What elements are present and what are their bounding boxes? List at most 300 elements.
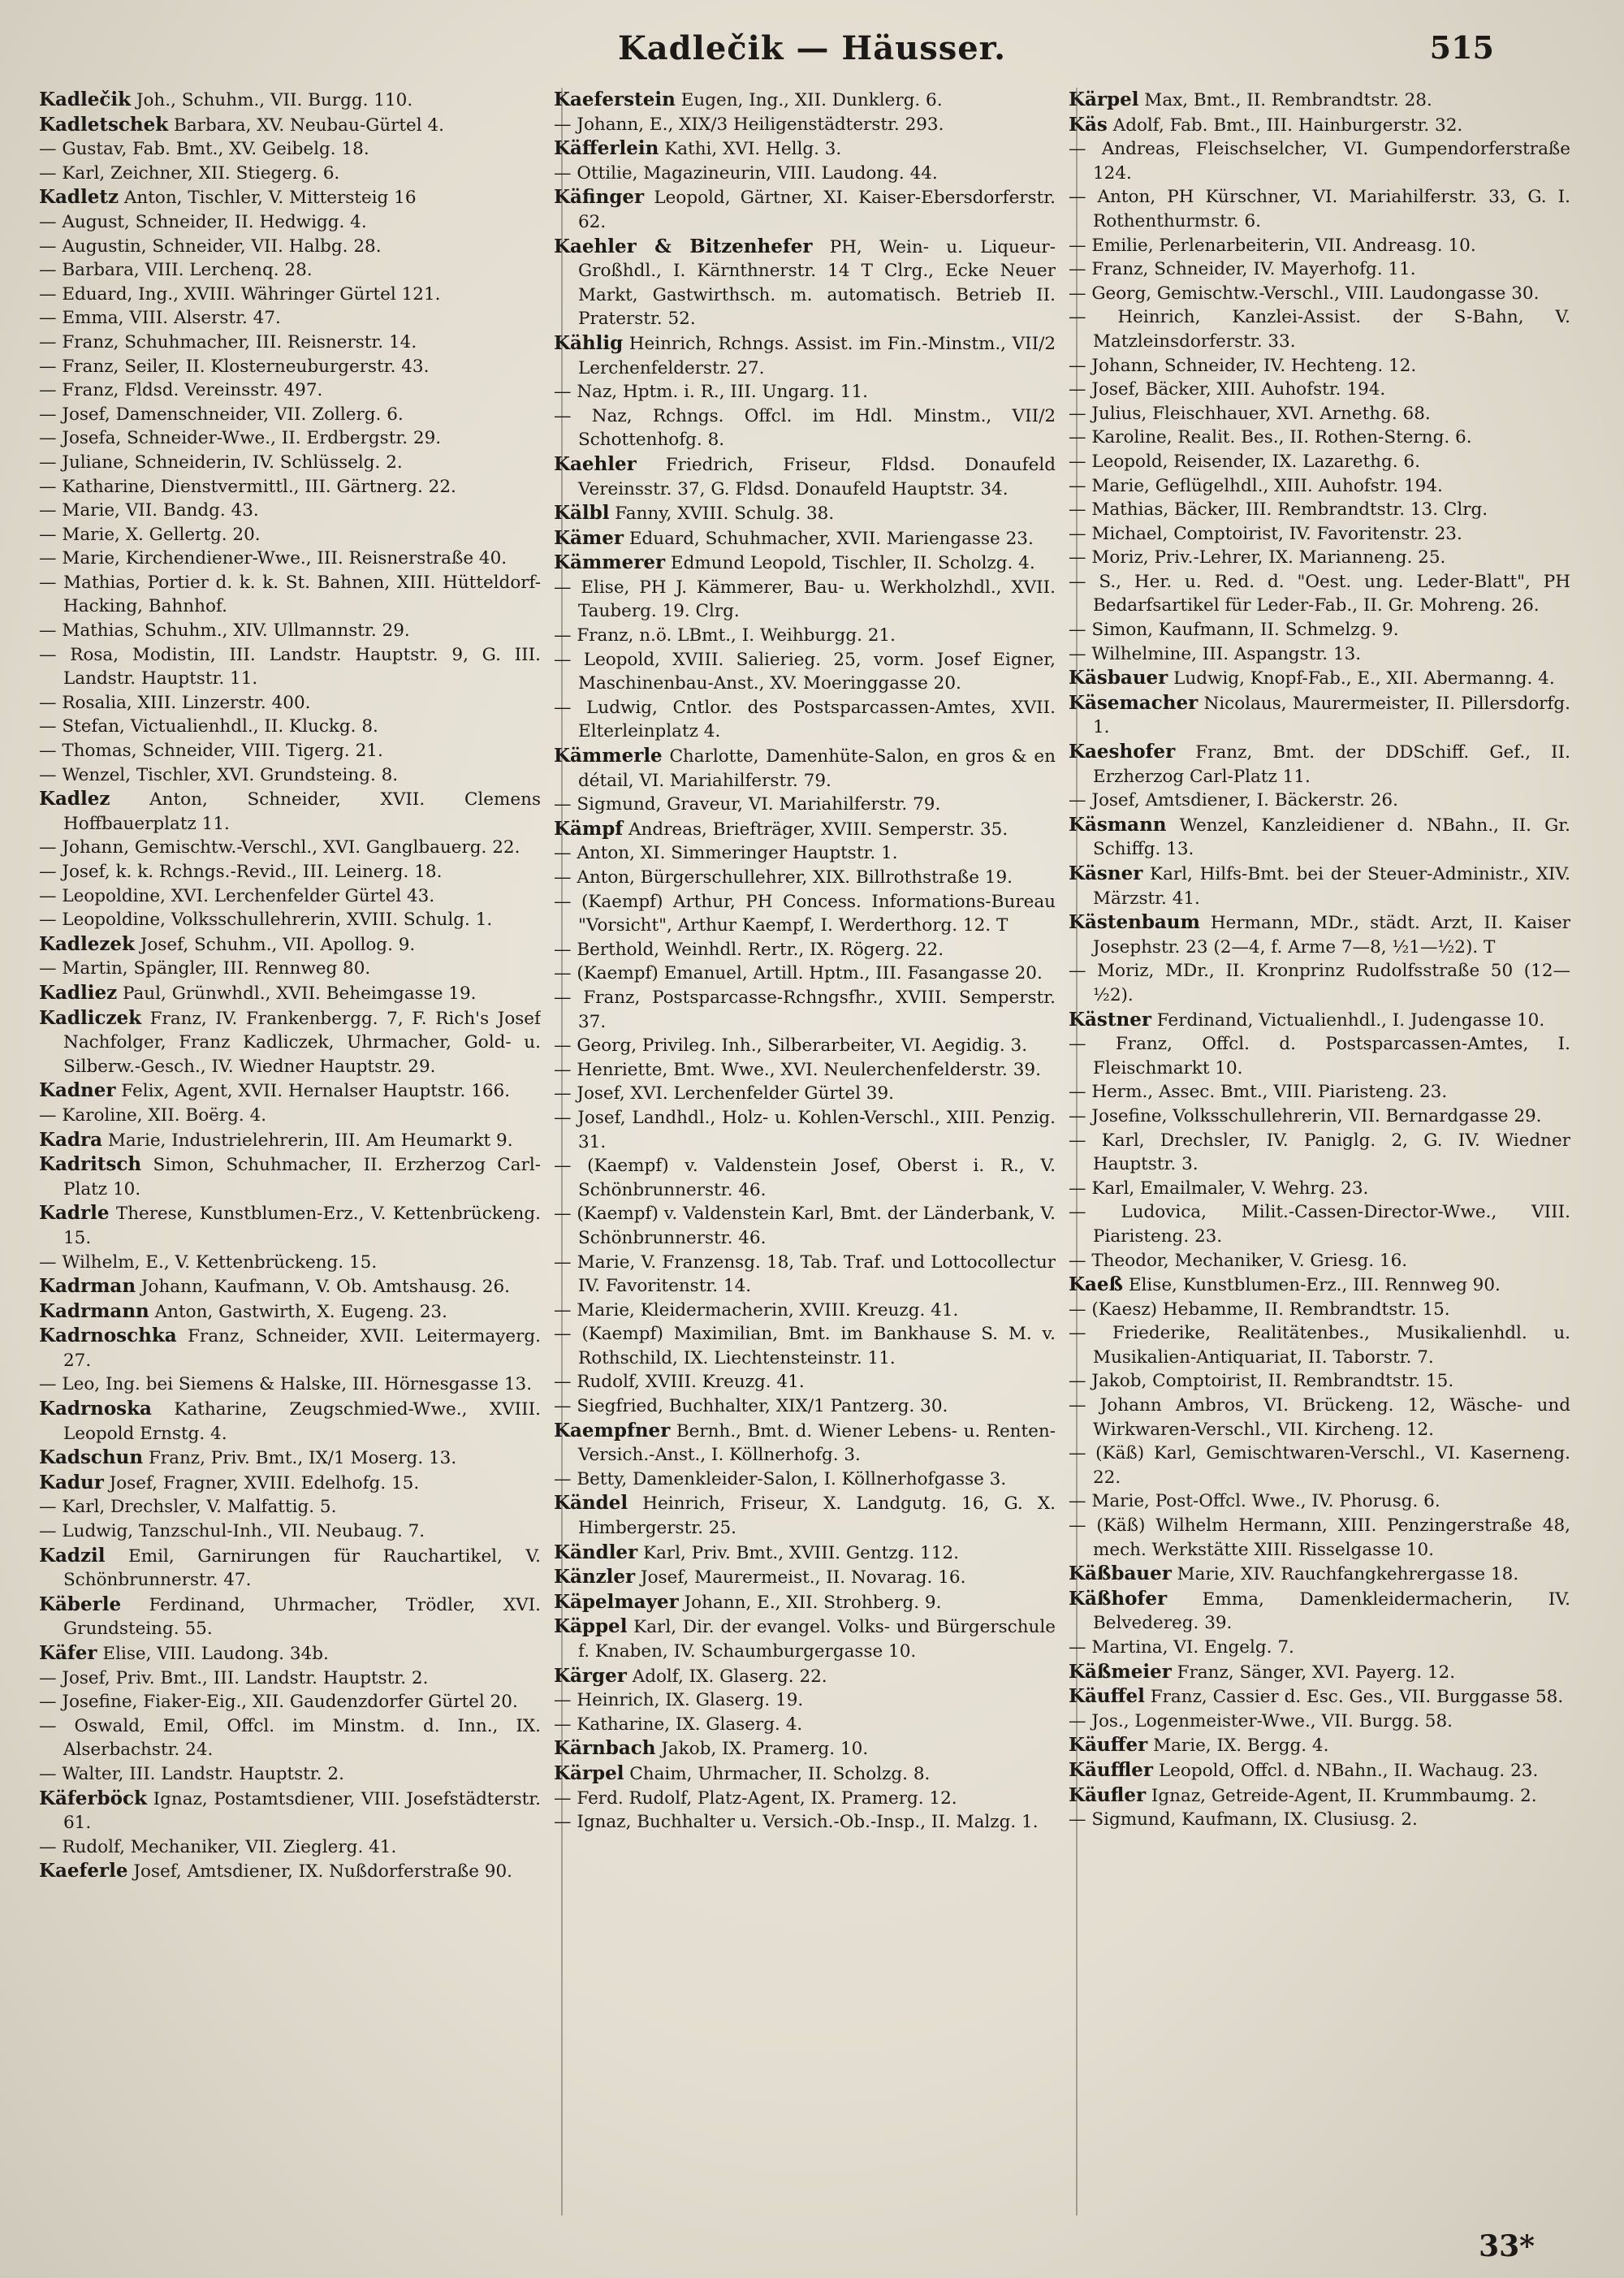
directory-entry <box>554 1565 1056 1590</box>
entry-surname: Kändel <box>554 1492 628 1515</box>
directory-entry <box>1069 1783 1570 1809</box>
directory-entry <box>39 210 541 235</box>
directory-entry <box>1069 498 1570 522</box>
directory-entry <box>1069 666 1570 691</box>
entry-details: — Josef, Landhdl., Holz- u. Kohlen-Verschl., XIII. Penzig. 31. <box>554 1107 1056 1152</box>
entry-surname: Kästner <box>1069 1008 1151 1031</box>
entry-details: Wenzel, Kanzleidiener d. NBahn., II. Gr. Schiffg. 13. <box>1093 815 1570 860</box>
entry-details: Ignaz, Postamtsdiener, VIII. Josefstädterstr. 61. <box>63 1788 541 1834</box>
directory-entry <box>554 88 1056 113</box>
directory-entry <box>554 113 1056 137</box>
entry-details: — Leo, Ing. bei Siemens & Halske, III. Hörnesgasse 13. <box>39 1374 533 1395</box>
directory-entry <box>39 932 541 957</box>
directory-entry <box>554 1419 1056 1468</box>
directory-entry <box>1069 1489 1570 1514</box>
directory-entry <box>39 1446 541 1471</box>
directory-entry <box>39 739 541 763</box>
entry-details: — Wilhelmine, III. Aspangstr. 13. <box>1069 643 1362 664</box>
entry-surname: Kadletz <box>39 186 119 209</box>
directory-entry <box>554 1082 1056 1106</box>
entry-details: — Jos., Logenmeister-Wwe., VII. Burgg. 58. <box>1069 1710 1453 1731</box>
directory-entry <box>39 908 541 932</box>
directory-entry <box>554 1761 1056 1787</box>
entry-details: — Heinrich, IX. Glaserg. 19. <box>554 1690 804 1711</box>
entry-surname: Kadritsch <box>39 1153 142 1176</box>
entry-details: Friedrich, Friseur, Fldsd. Donaufeld Vereinsstr. 37, G. Fldsd. Donaufeld Hauptstr. 34. <box>578 454 1056 499</box>
entry-details: — Franz, Schneider, IV. Mayerhofg. 11. <box>1069 259 1416 280</box>
column-2 <box>554 88 1056 2215</box>
directory-entry <box>39 451 541 475</box>
entry-surname: Käuffel <box>1069 1685 1145 1708</box>
entry-details: — (Kaempf) Arthur, PH Concess. Informations-Bureau "Vorsicht", Arthur Kaempf, I. Werderthorg. 12. T <box>554 891 1056 936</box>
entry-surname: Kämmerle <box>554 745 663 767</box>
entry-details: — Josefine, Volksschullehrerin, VII. Bernardgasse 29. <box>1069 1105 1542 1126</box>
directory-entry <box>1069 1733 1570 1758</box>
directory-entry <box>39 860 541 884</box>
entry-details: — Mathias, Portier d. k. k. St. Bahnen, XIII. Hütteldorf-Hacking, Bahnhof. <box>39 572 541 617</box>
entry-details: — Thomas, Schneider, VIII. Tigerg. 21. <box>39 741 383 762</box>
entry-surname: Käsner <box>1069 862 1143 884</box>
directory-entry <box>554 1322 1056 1370</box>
directory-entry <box>1069 113 1570 138</box>
directory-entry <box>1069 88 1570 113</box>
entry-details: — Rosa, Modistin, III. Landstr. Hauptstr. 9, G. III. Landstr. Hauptstr. 11. <box>39 644 541 689</box>
entry-details: Josef, Maurermeist., II. Novarag. 16. <box>635 1567 966 1589</box>
directory-entry <box>554 1614 1056 1663</box>
entry-details: — Karl, Drechsler, IV. Paniglg. 2, G. IV. Wiedner Hauptstr. 3. <box>1069 1130 1570 1175</box>
entry-details: — Barbara, VIII. Lerchenq. 28. <box>39 260 313 281</box>
entry-details: — Karl, Emailmaler, V. Wehrg. 23. <box>1069 1178 1369 1199</box>
entry-details: — Berthold, Weinhdl. Rertr., IX. Rögerg. 22. <box>554 939 944 960</box>
entry-surname: Kästenbaum <box>1069 911 1200 934</box>
entry-surname: Kadletschek <box>39 113 169 136</box>
directory-entry <box>554 162 1056 186</box>
entry-details: Josef, Amtsdiener, IX. Nußdorferstraße 90. <box>127 1861 512 1882</box>
entry-surname: Kaehler & Bitzenhefer <box>554 235 813 257</box>
entry-details: Andreas, Briefträger, XVIII. Semperstr. 35. <box>623 819 1009 840</box>
directory-entry <box>554 1468 1056 1492</box>
entry-surname: Kadrnoschka <box>39 1325 177 1347</box>
directory-entry <box>1069 1177 1570 1201</box>
entry-surname: Kärnbach <box>554 1737 656 1760</box>
entry-details: — Franz, Seiler, II. Klosterneuburgerstr. 43. <box>39 356 430 377</box>
entry-details: Karl, Priv. Bmt., XVIII. Gentzg. 112. <box>637 1542 959 1563</box>
directory-entry <box>39 1104 541 1128</box>
entry-details: Emil, Garnirungen für Rauchartikel, V. Schönbrunnerstr. 47. <box>63 1545 541 1591</box>
directory-entry <box>554 1034 1056 1058</box>
directory-entry <box>1069 426 1570 450</box>
entry-details: — Marie, VII. Bandg. 43. <box>39 500 259 521</box>
entry-details: Leopold, Offcl. d. NBahn., II. Wachaug. 23. <box>1153 1760 1539 1781</box>
directory-entry <box>1069 1808 1570 1832</box>
entry-surname: Käufler <box>1069 1783 1147 1806</box>
directory-entry <box>39 547 541 571</box>
directory-entry <box>1069 1298 1570 1322</box>
directory-entry <box>1069 1321 1570 1369</box>
entry-details: — Ferd. Rudolf, Platz-Agent, IX. Pramerg. 12. <box>554 1787 957 1809</box>
directory-entry <box>1069 910 1570 959</box>
entry-details: Ludwig, Knopf-Fab., E., XII. Abermanng. 4. <box>1168 668 1555 689</box>
entry-details: Joh., Schuhm., VII. Burgg. 110. <box>131 90 413 110</box>
entry-details: — Wilhelm, E., V. Kettenbrückeng. 15. <box>39 1251 378 1273</box>
entry-details: Anton, Tischler, V. Mittersteig 16 <box>119 188 417 209</box>
directory-entry <box>554 1202 1056 1250</box>
entry-details: Chaim, Uhrmacher, II. Scholzg. 8. <box>624 1763 931 1784</box>
directory-entry <box>554 1590 1056 1615</box>
entry-details: Katharine, Zeugschmied-Wwe., XVIII. Leopold Ernstg. 4. <box>63 1399 541 1444</box>
directory-entry <box>1069 1129 1570 1177</box>
directory-entry <box>554 841 1056 866</box>
entry-details: Edmund Leopold, Tischler, II. Scholzg. 4. <box>665 553 1035 574</box>
entry-details: — Betty, Damenkleider-Salon, I. Köllnerhofgasse 3. <box>554 1468 1007 1489</box>
directory-entry <box>1069 642 1570 667</box>
directory-entry <box>554 1106 1056 1154</box>
entry-details: — Johann Ambros, VI. Brückeng. 12, Wäsche- und Wirkwaren-Verschl., VII. Kircheng. 12. <box>1069 1395 1570 1440</box>
entry-details: — (Kaempf) v. Valdenstein Josef, Oberst i. R., V. Schönbrunnerstr. 46. <box>554 1156 1056 1200</box>
entry-details: — Marie, V. Franzensg. 18, Tab. Traf. und Lottocollectur IV. Favoritenstr. 14. <box>554 1251 1056 1297</box>
entry-surname: Kadner <box>39 1079 116 1102</box>
entry-surname: Käsemacher <box>1069 691 1199 714</box>
entry-details: — Theodor, Mechaniker, V. Griesg. 16. <box>1069 1250 1408 1271</box>
directory-entry <box>39 1495 541 1519</box>
directory-entry <box>39 1471 541 1496</box>
entry-details: Franz, IV. Frankenbergg. 7, F. Rich's Josef Nachfolger, Franz Kadliczek, Uhrmacher, Gold- u. Silberw.-Gesch., IV. Wiedner Hauptstr. 29. <box>63 1008 541 1077</box>
directory-entry <box>1069 1273 1570 1298</box>
entry-details: Kathi, XVI. Hellg. 3. <box>659 139 842 160</box>
entry-details: — Naz, Hptm. i. R., III. Ungarg. 11. <box>554 382 868 403</box>
directory-entry <box>1069 1032 1570 1080</box>
entry-details: — Elise, PH J. Kämmerer, Bau- u. Werkholzhdl., XVII. Tauberg. 19. Clrg. <box>554 577 1056 622</box>
directory-entry <box>1069 1660 1570 1685</box>
entry-details: — Josefa, Schneider-Wwe., II. Erdbergstr. 29. <box>39 428 442 449</box>
entry-details: Karl, Hilfs-Bmt. bei der Steuer-Administr., XIV. Märzstr. 41. <box>1093 864 1570 909</box>
directory-entry <box>554 1251 1056 1299</box>
entry-details: — Marie, Kleidermacherin, XVIII. Kreuzg. 41. <box>554 1299 959 1321</box>
entry-details: — Herm., Assec. Bmt., VIII. Piaristeng. 23. <box>1069 1082 1448 1103</box>
entry-details: Adolf, Fab. Bmt., III. Hainburgerstr. 32. <box>1107 115 1463 136</box>
entry-details: — Emilie, Perlenarbeiterin, VII. Andreasg. 10. <box>1069 235 1476 256</box>
directory-entry <box>39 113 541 138</box>
entry-surname: Kadlez <box>39 788 110 810</box>
entry-details: Franz, Schneider, XVII. Leitermayerg. 27. <box>63 1326 541 1371</box>
directory-entry <box>39 426 541 451</box>
directory-entry <box>554 696 1056 744</box>
entry-details: — S., Her. u. Red. d. "Oest. ung. Leder-Blatt", PH Bedarfsartikel für Leder-Fab., II. Gr. Mohreng. 26. <box>1069 571 1570 616</box>
column-3 <box>1069 88 1570 2215</box>
entry-details: Marie, XIV. Rauchfangkehrergasse 18. <box>1171 1564 1519 1585</box>
entry-details: — Ludwig, Tanzschul-Inh., VII. Neubaug. 7. <box>39 1521 425 1542</box>
entry-details: — Franz, n.ö. LBmt., I. Weihburgg. 21. <box>554 625 896 646</box>
entry-surname: Käferböck <box>39 1787 147 1809</box>
directory-entry <box>39 1372 541 1397</box>
entry-details: — Martin, Spängler, III. Rennweg 80. <box>39 958 371 979</box>
directory-entry <box>39 715 541 739</box>
entry-details: — Emma, VIII. Alserstr. 47. <box>39 308 281 329</box>
entry-details: Ferdinand, Victualienhdl., I. Judengasse 10. <box>1151 1009 1545 1031</box>
directory-entry <box>1069 1394 1570 1442</box>
directory-entry <box>554 380 1056 404</box>
directory-entry <box>554 1491 1056 1540</box>
directory-entry <box>1069 1249 1570 1273</box>
directory-entry <box>39 1274 541 1299</box>
entry-details: — Josef, Bäcker, XIII. Auhofstr. 194. <box>1069 379 1386 400</box>
directory-entry <box>39 1299 541 1325</box>
directory-entry <box>554 1154 1056 1202</box>
directory-entry <box>39 1397 541 1446</box>
directory-entry <box>1069 1080 1570 1104</box>
directory-entry <box>554 1541 1056 1566</box>
directory-entry <box>1069 234 1570 258</box>
directory-entry <box>39 787 541 836</box>
entry-surname: Käppel <box>554 1615 628 1638</box>
entry-details: Adolf, IX. Glaserg. 22. <box>626 1666 827 1687</box>
directory-entry <box>1069 789 1570 813</box>
directory-entry <box>39 499 541 523</box>
directory-entry <box>554 1394 1056 1419</box>
entry-details: Emma, Damenkleidermacherin, IV. Belvedereg. 39. <box>1093 1589 1570 1634</box>
entry-details: — (Kaesz) Hebamme, II. Rembrandtstr. 15. <box>1069 1299 1450 1320</box>
directory-entry <box>554 793 1056 817</box>
entry-details: — Josef, XVI. Lerchenfelder Gürtel 39. <box>554 1083 894 1104</box>
entry-details: Barbara, XV. Neubau-Gürtel 4. <box>168 115 444 136</box>
entry-details: Paul, Grünwhdl., XVII. Beheimgasse 19. <box>117 983 477 1004</box>
directory-entry <box>1069 959 1570 1007</box>
entry-details: — Heinrich, Kanzlei-Assist. der S-Bahn, V. Matzleinsdorferstr. 33. <box>1069 307 1570 352</box>
directory-entry <box>554 1688 1056 1713</box>
directory-entry <box>39 571 541 619</box>
entry-details: — Ludovica, Milit.-Cassen-Director-Wwe., VIII. Piaristeng. 23. <box>1069 1202 1570 1247</box>
directory-entry <box>1069 474 1570 499</box>
entry-surname: Kadlezek <box>39 932 135 955</box>
entry-surname: Kämer <box>554 526 624 549</box>
directory-entry <box>39 1251 541 1275</box>
entry-details: Josef, Fragner, XVIII. Edelhofg. 15. <box>103 1472 420 1493</box>
directory-entry <box>554 331 1056 380</box>
directory-entry <box>1069 282 1570 306</box>
directory-entry <box>1069 1562 1570 1587</box>
entry-details: — Eduard, Ing., XVIII. Währinger Gürtel 121. <box>39 283 441 305</box>
directory-entry <box>39 283 541 307</box>
directory-entry <box>39 763 541 788</box>
entry-details: — Moriz, MDr., II. Kronprinz Rudolfsstraße 50 (12—½2). <box>1069 961 1570 1005</box>
directory-entry <box>1069 691 1570 740</box>
entry-details: Ignaz, Getreide-Agent, II. Krummbaumg. 2. <box>1146 1785 1537 1806</box>
entry-details: — Sigmund, Kaufmann, IX. Clusiusg. 2. <box>1069 1809 1418 1831</box>
entry-surname: Käberle <box>39 1593 122 1615</box>
entry-details: — Stefan, Victualienhdl., II. Kluckg. 8. <box>39 716 378 737</box>
directory-entry <box>1069 1684 1570 1710</box>
directory-entry <box>1069 570 1570 618</box>
page-number: 515 <box>1429 29 1494 66</box>
entry-surname: Käpelmayer <box>554 1590 679 1613</box>
entry-details: — Leopold, Reisender, IX. Lazarethg. 6. <box>1069 451 1420 472</box>
directory-entry <box>1069 1200 1570 1248</box>
entry-details: Ferdinand, Uhrmacher, Trödler, XVI. Grundsteing. 55. <box>63 1594 541 1640</box>
entry-details: — Siegfried, Buchhalter, XIX/1 Pantzerg. 30. <box>554 1396 948 1417</box>
directory-entry <box>1069 1008 1570 1033</box>
column-1 <box>39 88 541 2215</box>
entry-surname: Kämpf <box>554 817 624 840</box>
directory-entry <box>39 691 541 715</box>
entry-surname: Käfinger <box>554 186 645 209</box>
directory-entry <box>1069 1710 1570 1734</box>
entry-details: PH, Wein- u. Liqueur-Großhdl., I. Kärnthnerstr. 14 T Clrg., Ecke Neuer Markt, Gastwirthsch. m. automatisch. Betrieb II. Praterstr. 52. <box>578 236 1056 330</box>
entry-surname: Käßmeier <box>1069 1660 1172 1683</box>
running-title: Kadlečik — Häusser. <box>617 29 1007 67</box>
directory-entry <box>1069 1587 1570 1636</box>
directory-entry <box>39 981 541 1006</box>
entry-details: Heinrich, Friseur, X. Landgutg. 16, G. X. Himbergerstr. 25. <box>578 1493 1056 1539</box>
entry-details: Hermann, MDr., städt. Arzt, II. Kaiser Josephstr. 23 (2—4, f. Arme 7—8, ½1—½2). T <box>1093 913 1570 957</box>
directory-entry <box>554 136 1056 162</box>
directory-entry <box>39 1544 541 1593</box>
entry-details: Max, Bmt., II. Rembrandtstr. 28. <box>1138 90 1432 110</box>
entry-details: — Leopoldine, XVI. Lerchenfelder Gürtel 43. <box>39 885 435 906</box>
directory-entry <box>1069 257 1570 282</box>
directory-entry <box>39 884 541 909</box>
directory-entry <box>554 185 1056 234</box>
directory-entry <box>39 378 541 403</box>
directory-entry <box>39 1666 541 1691</box>
entry-details: — Ludwig, Cntlor. des Postsparcassen-Amtes, XVII. Elterleinplatz 4. <box>554 697 1056 742</box>
directory-entry <box>1069 185 1570 233</box>
entry-details: Jakob, IX. Pramerg. 10. <box>655 1739 869 1760</box>
directory-entry <box>554 1736 1056 1761</box>
directory-entry <box>1069 1636 1570 1660</box>
entry-details: — Sigmund, Graveur, VI. Mariahilferstr. 79. <box>554 794 941 815</box>
directory-entry <box>1069 1442 1570 1489</box>
directory-columns <box>39 88 1572 2215</box>
entry-details: Josef, Schuhm., VII. Apollog. 9. <box>134 934 416 955</box>
entry-details: Elise, Kunstblumen-Erz., III. Rennweg 90. <box>1123 1275 1501 1296</box>
entry-surname: Känzler <box>554 1566 636 1589</box>
directory-entry <box>1069 1369 1570 1394</box>
entry-details: Simon, Schuhmacher, II. Erzherzog Carl-Platz 10. <box>63 1155 541 1200</box>
directory-entry <box>39 258 541 283</box>
printer-signature: 33* <box>1479 2229 1535 2263</box>
entry-details: — Walter, III. Landstr. Hauptstr. 2. <box>39 1763 344 1784</box>
entry-details: — Franz, Schuhmacher, III. Reisnerstr. 14. <box>39 331 417 352</box>
directory-entry <box>39 475 541 499</box>
directory-entry <box>1069 354 1570 378</box>
entry-details: — (Käß) Karl, Gemischtwaren-Verschl., VI. Kaserneng. 22. <box>1069 1443 1570 1488</box>
entry-surname: Käsbauer <box>1069 667 1168 689</box>
directory-entry <box>1069 546 1570 570</box>
entry-details: Felix, Agent, XVII. Hernalser Hauptstr. 166. <box>115 1081 511 1102</box>
directory-entry <box>39 957 541 981</box>
entry-details: — Anton, XI. Simmeringer Hauptstr. 1. <box>554 843 898 864</box>
entry-details: — Franz, Fldsd. Vereinsstr. 497. <box>39 380 323 401</box>
entry-surname: Kadrmann <box>39 1299 149 1322</box>
directory-entry <box>39 1641 541 1666</box>
entry-details: — Josef, Damenschneider, VII. Zollerg. 6. <box>39 404 404 425</box>
entry-surname: Käuffler <box>1069 1758 1154 1781</box>
directory-entry <box>39 1835 541 1860</box>
entry-details: — Andreas, Fleischselcher, VI. Gumpendorferstraße 124. <box>1069 139 1570 184</box>
entry-details: Franz, Bmt. der DDSchiff. Gef., II. Erzherzog Carl-Platz 11. <box>1093 742 1570 787</box>
entry-surname: Kändler <box>554 1541 638 1563</box>
directory-entry <box>554 576 1056 624</box>
entry-details: — Friederike, Realitätenbes., Musikalienhdl. u. Musikalien-Antiquariat, II. Taborstr. 7. <box>1069 1323 1570 1368</box>
directory-entry <box>39 235 541 259</box>
directory-entry <box>39 1201 541 1250</box>
directory-entry <box>39 643 541 691</box>
entry-details: — Martina, VI. Engelg. 7. <box>1069 1637 1294 1658</box>
entry-details: — Josefine, Fiaker-Eig., XII. Gaudenzdorfer Gürtel 20. <box>39 1692 518 1713</box>
entry-details: — Georg, Gemischtw.-Verschl., VIII. Laudongasse 30. <box>1069 283 1540 304</box>
directory-entry <box>1069 305 1570 353</box>
entry-surname: Kämmerer <box>554 551 666 574</box>
entry-details: — Marie, X. Gellertg. 20. <box>39 524 261 545</box>
directory-entry <box>554 624 1056 648</box>
entry-details: — Josef, k. k. Rchngs.-Revid., III. Leinerg. 18. <box>39 862 443 882</box>
entry-details: Franz, Priv. Bmt., IX/1 Moserg. 13. <box>143 1448 457 1469</box>
entry-surname: Kaeferle <box>39 1860 128 1882</box>
page-header <box>0 23 1624 80</box>
entry-surname: Kählig <box>554 331 624 354</box>
directory-entry <box>39 1859 541 1884</box>
directory-entry <box>554 501 1056 526</box>
entry-surname: Käsmann <box>1069 813 1167 836</box>
directory-entry <box>39 1128 541 1153</box>
entry-details: — Josef, Amtsdiener, I. Bäckerstr. 26. <box>1069 790 1398 811</box>
directory-entry <box>554 235 1056 331</box>
entry-details: Marie, Industrielehrerin, III. Am Heumarkt 9. <box>102 1130 513 1151</box>
entry-details: Johann, Kaufmann, V. Ob. Amtshausg. 26. <box>136 1277 510 1298</box>
directory-entry <box>39 306 541 331</box>
entry-details: — (Kaempf) Maximilian, Bmt. im Bankhause S. M. v. Rothschild, IX. Liechtensteinstr. 11. <box>554 1324 1056 1368</box>
directory-entry <box>1069 740 1570 789</box>
directory-entry <box>39 1714 541 1762</box>
directory-entry <box>554 1058 1056 1083</box>
entry-details: Anton, Gastwirth, X. Eugeng. 23. <box>149 1301 447 1322</box>
directory-entry <box>554 526 1056 551</box>
directory-entry <box>554 817 1056 842</box>
entry-surname: Kaeshofer <box>1069 741 1176 763</box>
entry-details: — August, Schneider, II. Hedwigg. 4. <box>39 211 367 232</box>
entry-details: — (Kaempf) v. Valdenstein Karl, Bmt. der Länderbank, V. Schönbrunnerstr. 46. <box>554 1204 1056 1248</box>
entry-details: Johann, E., XII. Strohberg. 9. <box>678 1592 942 1613</box>
entry-details: — Leopold, XVIII. Salierieg. 25, vorm. Josef Eigner, Maschinenbau-Anst., XV. Moeringgasse 20. <box>554 649 1056 694</box>
directory-entry <box>39 836 541 860</box>
entry-surname: Kaehler <box>554 452 637 475</box>
directory-entry <box>39 162 541 186</box>
entry-details: — Johann, E., XIX/3 Heiligenstädterstr. 293. <box>554 114 944 135</box>
entry-details: — Karoline, Realit. Bes., II. Rothen-Sterng. 6. <box>1069 427 1472 448</box>
entry-surname: Kaeß <box>1069 1273 1124 1296</box>
entry-details: — Juliane, Schneiderin, IV. Schlüsselg. 2. <box>39 452 403 473</box>
directory-entry <box>39 403 541 427</box>
entry-details: — Franz, Postsparcasse-Rchngsfhr., XVIII. Semperstr. 37. <box>554 987 1056 1032</box>
entry-surname: Kadra <box>39 1128 102 1151</box>
directory-entry <box>39 1078 541 1104</box>
entry-details: — Georg, Privileg. Inh., Silberarbeiter, VI. Aegidig. 3. <box>554 1035 1028 1057</box>
directory-entry <box>1069 1104 1570 1129</box>
entry-surname: Kadliez <box>39 981 118 1004</box>
directory-entry <box>554 866 1056 890</box>
directory-entry <box>1069 618 1570 642</box>
entry-details: — Johann, Gemischtw.-Verschl., XVI. Ganglbauerg. 22. <box>39 837 520 858</box>
directory-entry <box>554 452 1056 501</box>
directory-entry <box>39 355 541 379</box>
directory-entry <box>39 1690 541 1714</box>
entry-surname: Käuffer <box>1069 1734 1148 1757</box>
entry-details: — Naz, Rchngs. Offcl. im Hdl. Minstm., VII/2 Schottenhofg. 8. <box>554 405 1056 451</box>
entry-surname: Kadur <box>39 1471 104 1493</box>
entry-details: — Franz, Offcl. d. Postsparcassen-Amtes, I. Fleischmarkt 10. <box>1069 1034 1570 1078</box>
entry-details: Therese, Kunstblumen-Erz., V. Kettenbrückeng. 15. <box>63 1204 541 1248</box>
entry-details: — Karl, Zeichner, XII. Stiegerg. 6. <box>39 162 340 184</box>
